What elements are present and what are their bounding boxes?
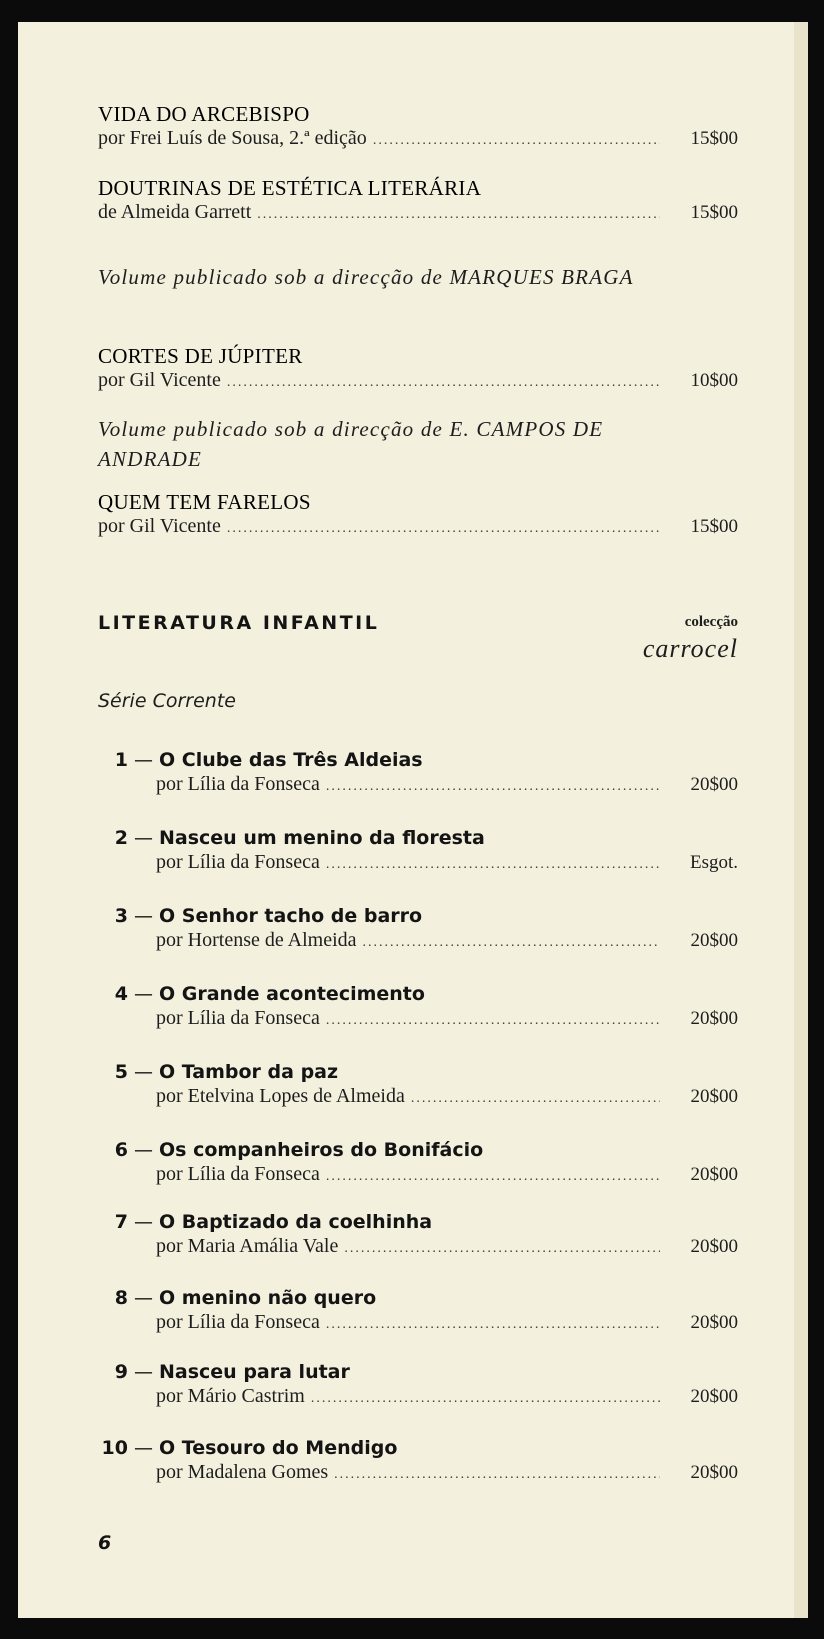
dot-leader — [334, 1463, 660, 1487]
book-item — [98, 1436, 738, 1487]
book-item — [98, 1210, 738, 1261]
dash: — — [134, 1437, 153, 1459]
book-price: 20$00 — [690, 1008, 738, 1029]
dash: — — [134, 827, 153, 849]
entry-author: por Gil Vicente — [98, 515, 221, 537]
book-item — [98, 982, 738, 1033]
book-price: 20$00 — [690, 1386, 738, 1407]
entry-price: 10$00 — [690, 370, 738, 391]
book-author: por Maria Amália Vale — [156, 1235, 339, 1257]
entry-author: por Frei Luís de Sousa, 2.ª edição — [98, 127, 367, 149]
book-title: O Tesouro do Mendigo — [159, 1437, 398, 1459]
editor-note: Volume publicado sob a direcção de MARQUES BRAGA — [98, 265, 634, 289]
book-author: por Hortense de Almeida — [156, 929, 357, 951]
book-number: 6 — [114, 1139, 128, 1161]
book-price: Esgot. — [689, 852, 738, 873]
entry-price: 15$00 — [690, 516, 738, 537]
entry-title: VIDA DO ARCEBISPO — [98, 102, 310, 126]
entry-line — [98, 368, 738, 395]
entry-price: 15$00 — [690, 128, 738, 149]
dash: — — [134, 983, 153, 1005]
entry-title: QUEM TEM FARELOS — [98, 490, 311, 514]
dot-leader — [326, 853, 660, 877]
book-title: O Baptizado da coelhinha — [159, 1211, 433, 1233]
collection-name: carrocel — [642, 634, 738, 663]
series-label: Série Corrente — [98, 690, 236, 712]
dot-leader — [344, 1237, 660, 1261]
book-title: O Senhor tacho de barro — [159, 905, 423, 927]
book-price: 20$00 — [690, 1164, 738, 1185]
catalog-entry — [98, 490, 738, 541]
book-item — [98, 1138, 738, 1189]
book-price: 20$00 — [690, 1086, 738, 1107]
entry-line — [98, 514, 738, 541]
book-number: 8 — [114, 1287, 128, 1309]
catalog-entry — [98, 344, 738, 395]
entry-title: DOUTRINAS DE ESTÉTICA LITERÁRIA — [98, 176, 482, 200]
book-item — [98, 1360, 738, 1411]
book-author: por Lília da Fonseca — [156, 1007, 320, 1029]
dot-leader — [411, 1087, 660, 1111]
dot-leader — [257, 203, 660, 227]
book-title: O Grande acontecimento — [159, 983, 425, 1005]
book-item — [98, 1060, 738, 1111]
dot-leader — [311, 1387, 660, 1411]
dot-leader — [373, 129, 660, 153]
book-author: por Madalena Gomes — [156, 1461, 329, 1483]
book-item — [98, 748, 738, 799]
dot-leader — [326, 1009, 660, 1033]
book-item — [98, 1286, 738, 1337]
book-title: Os companheiros do Bonifácio — [159, 1139, 484, 1161]
book-item — [98, 904, 738, 955]
book-price: 20$00 — [690, 1462, 738, 1483]
catalog-entry — [98, 176, 738, 227]
dash: — — [134, 1211, 153, 1233]
book-number: 10 — [101, 1437, 128, 1459]
entry-price: 15$00 — [690, 202, 738, 223]
entry-title: CORTES DE JÚPITER — [98, 344, 303, 368]
book-author: por Etelvina Lopes de Almeida — [156, 1085, 405, 1107]
adjacent-page-edge — [794, 22, 808, 1618]
book-title: Nasceu um menino da floresta — [159, 827, 485, 849]
section-heading: LITERATURA INFANTIL — [98, 612, 380, 634]
book-price: 20$00 — [690, 930, 738, 951]
dot-leader — [227, 371, 660, 395]
dash: — — [134, 905, 153, 927]
book-number: 7 — [114, 1211, 128, 1233]
book-author: por Mário Castrim — [156, 1385, 305, 1407]
entry-line — [98, 126, 738, 153]
dash: — — [134, 1061, 153, 1083]
book-price: 20$00 — [690, 1312, 738, 1333]
dot-leader — [326, 775, 660, 799]
book-author: por Lília da Fonseca — [156, 1311, 320, 1333]
book-number: 2 — [114, 827, 128, 849]
book-title: O Clube das Três Aldeias — [159, 749, 423, 771]
dash: — — [134, 1361, 153, 1383]
dash: — — [134, 1139, 153, 1161]
dash: — — [134, 1287, 153, 1309]
book-title: O menino não quero — [159, 1287, 377, 1309]
book-title: O Tambor da paz — [159, 1061, 339, 1083]
page-number: 6 — [98, 1532, 112, 1554]
book-author: por Lília da Fonseca — [156, 851, 320, 873]
collection-label: colecção — [684, 614, 738, 630]
editor-note: Volume publicado sob a direcção de E. CAMPOS DE ANDRADE — [98, 417, 604, 471]
book-item — [98, 826, 738, 877]
page-sheet — [18, 22, 794, 1618]
book-number: 3 — [114, 905, 128, 927]
book-price: 20$00 — [690, 1236, 738, 1257]
book-number: 1 — [114, 749, 128, 771]
book-number: 5 — [114, 1061, 128, 1083]
dot-leader — [363, 931, 661, 955]
dot-leader — [326, 1313, 660, 1337]
book-price: 20$00 — [690, 774, 738, 795]
catalog-entry — [98, 102, 738, 153]
book-title: Nasceu para lutar — [159, 1361, 350, 1383]
dot-leader — [326, 1165, 660, 1189]
book-author: por Lília da Fonseca — [156, 1163, 320, 1185]
book-author: por Lília da Fonseca — [156, 773, 320, 795]
entry-author: por Gil Vicente — [98, 369, 221, 391]
entry-line — [98, 200, 738, 227]
book-number: 4 — [114, 983, 128, 1005]
book-number: 9 — [114, 1361, 128, 1383]
dot-leader — [227, 517, 660, 541]
entry-author: de Almeida Garrett — [98, 201, 252, 223]
dash: — — [134, 749, 153, 771]
